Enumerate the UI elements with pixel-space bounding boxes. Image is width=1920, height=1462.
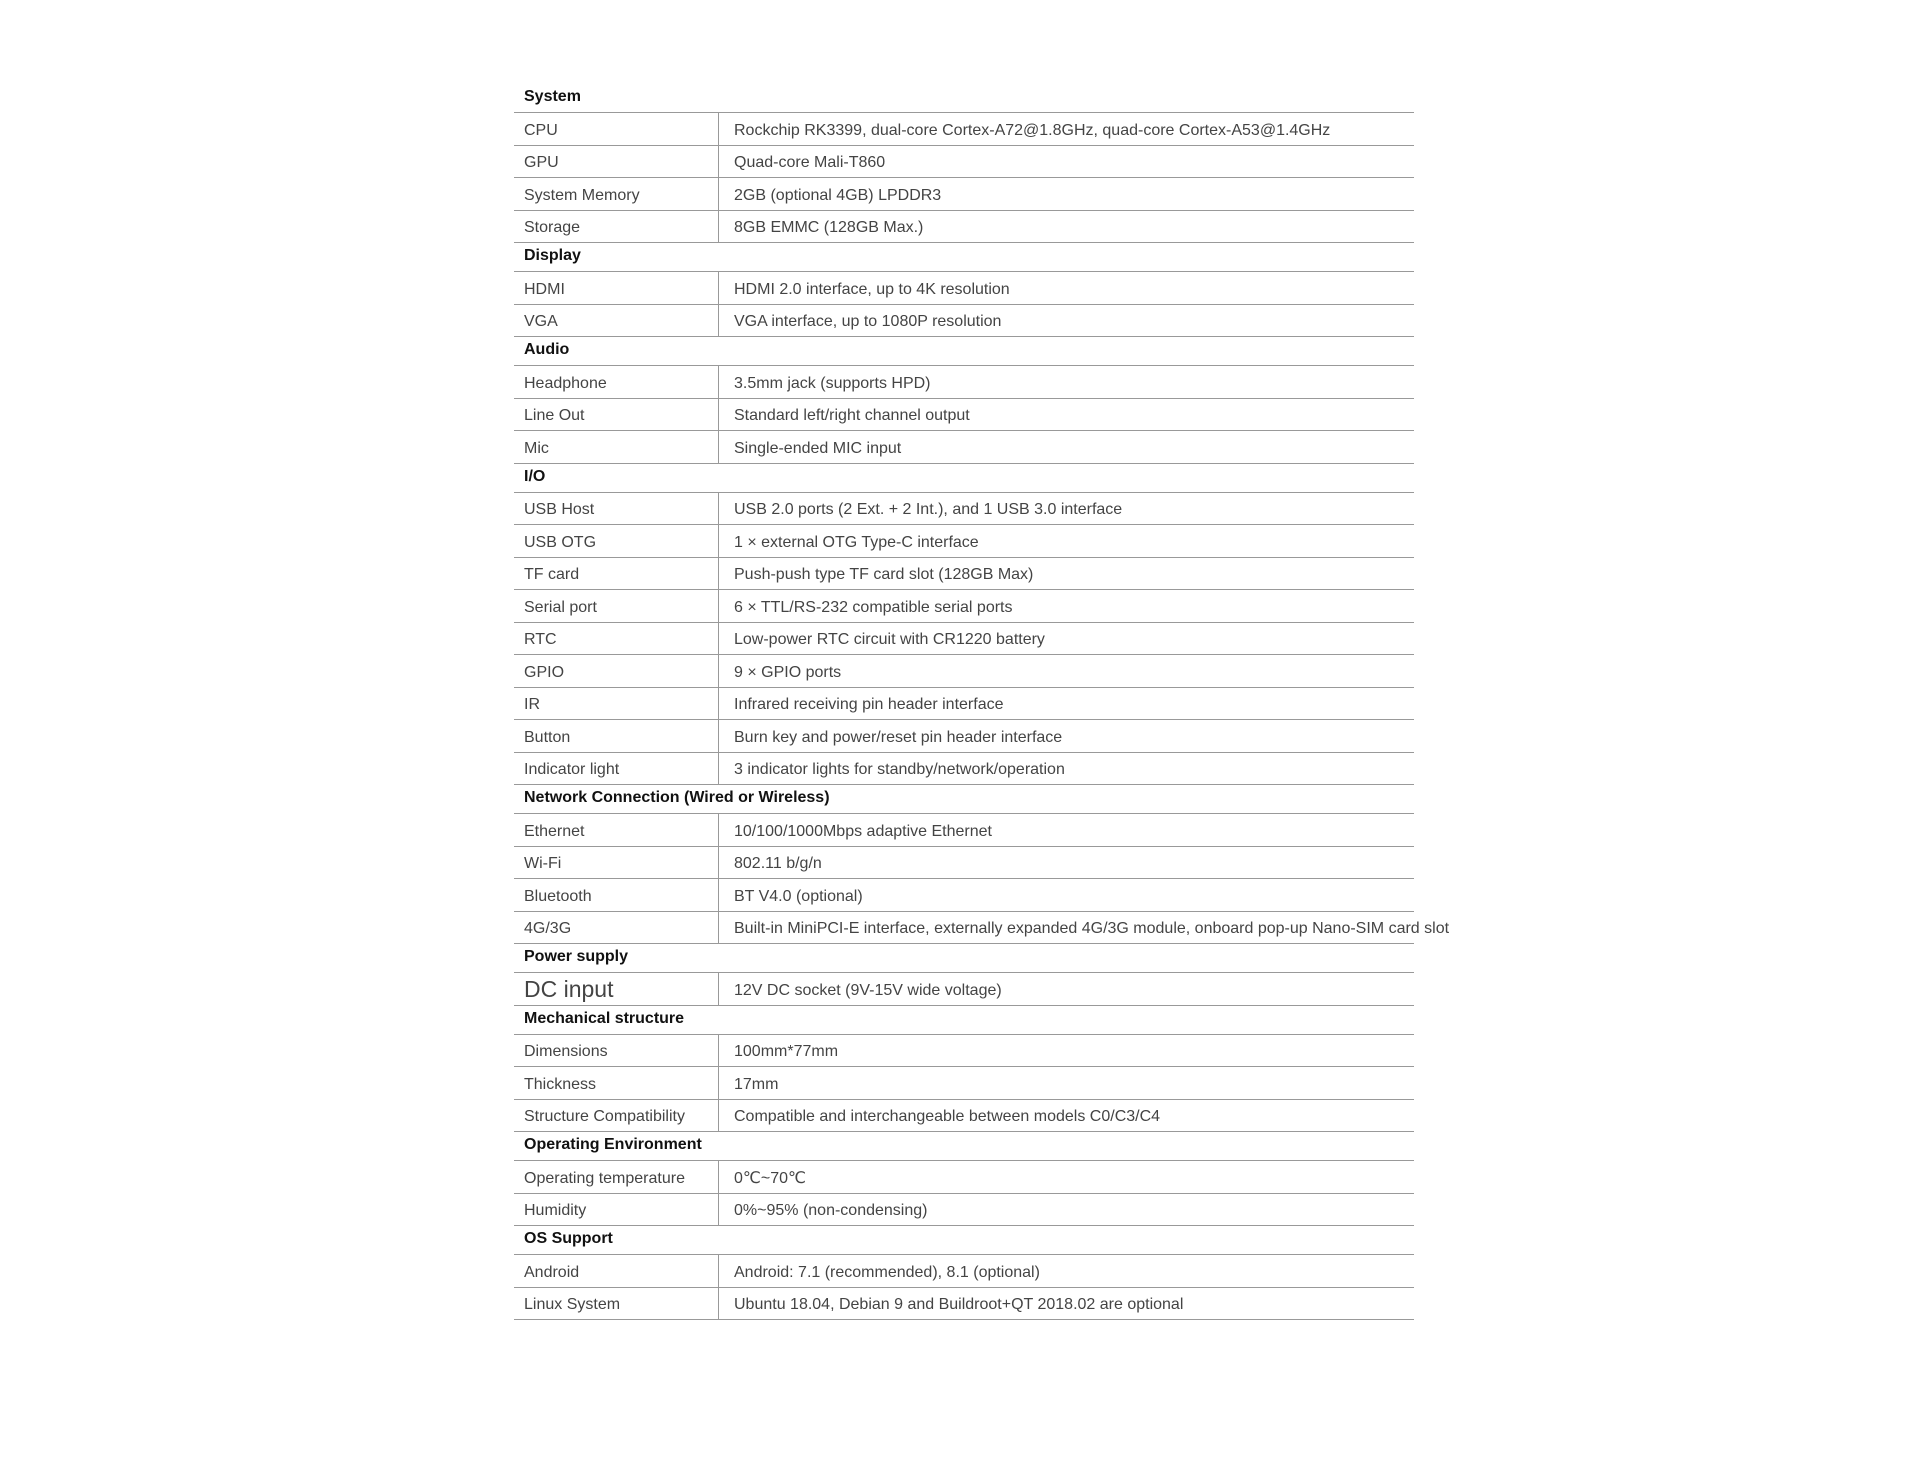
spec-row [514,558,1414,591]
spec-value: 3 indicator lights for standby/network/operation [734,761,1065,778]
spec-row [514,847,1414,880]
spec-value: HDMI 2.0 interface, up to 4K resolution [734,280,1010,298]
spec-label: Mic [514,431,719,463]
spec-value: 9 × GPIO ports [734,663,842,681]
spec-row [514,272,1414,305]
section-header [514,785,1414,814]
spec-row [514,1067,1414,1100]
spec-row [514,720,1414,753]
spec-value: 100mm*77mm [734,1043,839,1060]
spec-row [514,1161,1414,1194]
spec-row [514,366,1414,399]
spec-label: Humidity [514,1194,719,1226]
spec-label: System Memory [514,178,719,210]
spec-value: BT V4.0 (optional) [734,887,863,905]
spec-row [514,1288,1414,1321]
section-header [514,243,1414,272]
spec-label: Indicator light [514,753,719,785]
spec-row [514,912,1450,945]
spec-label: Structure Compatibility [514,1100,719,1132]
spec-value: Compatible and interchangeable between models C0/C3/C4 [734,1108,1161,1125]
spec-row [514,879,1414,912]
spec-value: USB 2.0 ports (2 Ext. + 2 Int.), and 1 USB 3.0 interface [734,501,1123,518]
spec-label: Serial port [514,590,719,622]
section-title: Mechanical structure [524,1009,685,1027]
section-header [514,1226,1414,1255]
spec-label: Storage [514,211,719,243]
spec-label: Operating temperature [514,1161,719,1193]
spec-value: 2GB (optional 4GB) LPDDR3 [734,186,942,204]
spec-value: Rockchip RK3399, dual-core Cortex-A72@1.8GHz, quad-core Cortex-A53@1.4GHz [734,121,1331,139]
spec-row [514,973,1414,1006]
section-title: OS Support [524,1230,613,1247]
spec-value: Single-ended MIC input [734,439,902,457]
spec-row [514,211,1414,244]
spec-value: Ubuntu 18.04, Debian 9 and Buildroot+QT 2018.02 are optional [734,1296,1184,1313]
spec-value: Built-in MiniPCI-E interface, externally expanded 4G/3G module, onboard pop-up Nano-SIM card slot [734,920,1450,937]
spec-value: 1 × external OTG Type-C interface [734,533,979,551]
section-title: Power supply [524,948,629,965]
spec-label: 4G/3G [514,912,719,944]
spec-label: IR [514,688,719,720]
spec-label: Android [514,1255,719,1287]
spec-value: Burn key and power/reset pin header interface [734,728,1063,746]
spec-label: GPU [514,146,719,178]
spec-label: Linux System [514,1288,719,1320]
spec-value: 802.11 b/g/n [734,855,822,872]
spec-value: Infrared receiving pin header interface [734,696,1004,713]
spec-value: Quad-core Mali-T860 [734,154,886,171]
spec-value: Standard left/right channel output [734,407,970,424]
spec-row [514,146,1414,179]
spec-value: VGA interface, up to 1080P resolution [734,313,1002,330]
spec-value: Push-push type TF card slot (128GB Max) [734,566,1034,583]
section-header [514,944,1414,973]
spec-label: TF card [514,558,719,590]
spec-table [514,84,1450,1320]
spec-label: Bluetooth [514,879,719,911]
spec-label: Line Out [514,399,719,431]
spec-label: Ethernet [514,814,719,846]
section-title: Operating Environment [524,1136,702,1153]
spec-row [514,688,1414,721]
spec-row [514,814,1414,847]
spec-value: 3.5mm jack (supports HPD) [734,374,931,392]
spec-row [514,113,1414,146]
spec-row [514,1035,1414,1068]
spec-value: 6 × TTL/RS-232 compatible serial ports [734,598,1013,616]
spec-row [514,590,1414,623]
spec-row [514,399,1414,432]
spec-label: Dimensions [514,1035,719,1067]
spec-label: RTC [514,623,719,655]
spec-row [514,305,1414,338]
spec-label: Button [514,720,719,752]
spec-value: 8GB EMMC (128GB Max.) [734,219,924,236]
section-header [514,84,1414,113]
spec-row [514,753,1414,786]
section-title: Display [524,247,581,264]
section-header [514,464,1414,493]
spec-value: 0%~95% (non-condensing) [734,1202,928,1219]
spec-value: 17mm [734,1075,779,1093]
spec-row [514,493,1414,526]
spec-label: Wi-Fi [514,847,719,879]
spec-row [514,1255,1414,1288]
spec-row [514,623,1414,656]
spec-row [514,1194,1414,1227]
spec-label: USB Host [514,493,719,525]
section-title: Network Connection (Wired or Wireless) [524,789,830,806]
spec-row [514,1100,1414,1133]
spec-label: CPU [514,113,719,145]
spec-value: 10/100/1000Mbps adaptive Ethernet [734,822,992,840]
spec-label: GPIO [514,655,719,687]
spec-value: 0℃~70℃ [734,1169,806,1187]
spec-value: Android: 7.1 (recommended), 8.1 (optional) [734,1263,1040,1281]
spec-label: Headphone [514,366,719,398]
spec-label: DC input [514,973,719,1005]
section-title: Audio [524,341,570,358]
spec-row [514,431,1414,464]
spec-label: Thickness [514,1067,719,1099]
spec-label: HDMI [514,272,719,304]
section-header [514,1132,1414,1161]
spec-row [514,178,1414,211]
spec-row [514,655,1414,688]
spec-row [514,525,1414,558]
section-title: I/O [524,467,546,485]
spec-value: Low-power RTC circuit with CR1220 battery [734,631,1045,648]
spec-label: USB OTG [514,525,719,557]
section-header [514,337,1414,366]
section-title: System [524,88,581,105]
spec-label: VGA [514,305,719,337]
section-header [514,1006,1414,1035]
spec-value: 12V DC socket (9V-15V wide voltage) [734,981,1002,999]
